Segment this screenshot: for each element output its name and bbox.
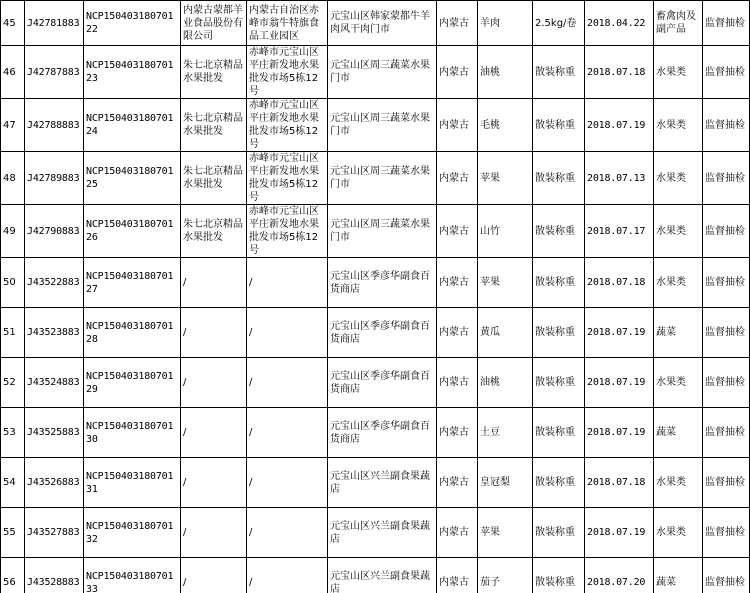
- producer-address-cell: /: [247, 308, 328, 358]
- specification-cell: 散装称重: [533, 358, 585, 408]
- row-number-cell: 54: [1, 458, 25, 508]
- producer-name-cell: /: [181, 258, 247, 308]
- specification-cell: 散装称重: [533, 508, 585, 558]
- food-category-cell: 水果类: [654, 358, 703, 408]
- seller-name-cell: 元宝山区周三蔬菜水果门市: [328, 46, 437, 99]
- row-number-cell: 48: [1, 152, 25, 205]
- specification-cell: 散装称重: [533, 152, 585, 205]
- table-row: [1, 308, 750, 358]
- table-row: [1, 258, 750, 308]
- seller-name-cell: 元宝山区周三蔬菜水果门市: [328, 205, 437, 258]
- sample-number-cell: NCP15040318070129: [84, 358, 181, 408]
- food-name-cell: 皇冠梨: [478, 458, 533, 508]
- producer-address-cell: 赤峰市元宝山区平庄新发地水果批发市场5栋12号: [247, 46, 328, 99]
- inspection-type-cell: 监督抽检: [703, 408, 750, 458]
- inspection-type-cell: 监督抽检: [703, 99, 750, 152]
- sample-number-cell: NCP15040318070127: [84, 258, 181, 308]
- seller-name-cell: 元宝山区季彦华副食百货商店: [328, 258, 437, 308]
- seller-province-cell: 内蒙古: [437, 1, 478, 46]
- production-date-cell: 2018.07.19: [585, 508, 654, 558]
- production-date-cell: 2018.07.20: [585, 558, 654, 593]
- seller-province-cell: 内蒙古: [437, 99, 478, 152]
- sample-number-cell: NCP15040318070123: [84, 46, 181, 99]
- specification-cell: 散装称重: [533, 258, 585, 308]
- producer-address-cell: 赤峰市元宝山区平庄新发地水果批发市场5栋12号: [247, 152, 328, 205]
- table-row: [1, 558, 750, 593]
- producer-address-cell: /: [247, 458, 328, 508]
- food-name-cell: 苹果: [478, 508, 533, 558]
- specification-cell: 2.5kg/卷: [533, 1, 585, 46]
- production-date-cell: 2018.07.19: [585, 358, 654, 408]
- inspection-type-cell: 监督抽检: [703, 308, 750, 358]
- seller-name-cell: 元宝山区季彦华副食百货商店: [328, 308, 437, 358]
- seller-province-cell: 内蒙古: [437, 258, 478, 308]
- producer-address-cell: /: [247, 508, 328, 558]
- producer-name-cell: 朱七北京精品水果批发: [181, 152, 247, 205]
- inspection-type-cell: 监督抽检: [703, 152, 750, 205]
- food-category-cell: 蔬菜: [654, 308, 703, 358]
- food-name-cell: 苹果: [478, 152, 533, 205]
- sample-code-cell: J42790883: [25, 205, 84, 258]
- specification-cell: 散装称重: [533, 458, 585, 508]
- table-row: [1, 458, 750, 508]
- seller-name-cell: 元宝山区兴兰副食果蔬店: [328, 558, 437, 593]
- sample-number-cell: NCP15040318070128: [84, 308, 181, 358]
- row-number-cell: 49: [1, 205, 25, 258]
- producer-name-cell: /: [181, 358, 247, 408]
- specification-cell: 散装称重: [533, 46, 585, 99]
- producer-address-cell: /: [247, 408, 328, 458]
- producer-name-cell: /: [181, 458, 247, 508]
- table-row: [1, 508, 750, 558]
- table-row: [1, 358, 750, 408]
- food-category-cell: 畜禽肉及副产品: [654, 1, 703, 46]
- sample-code-cell: J43522883: [25, 258, 84, 308]
- row-number-cell: 47: [1, 99, 25, 152]
- sample-code-cell: J42788883: [25, 99, 84, 152]
- production-date-cell: 2018.07.18: [585, 458, 654, 508]
- food-name-cell: 油桃: [478, 46, 533, 99]
- producer-name-cell: /: [181, 408, 247, 458]
- food-name-cell: 山竹: [478, 205, 533, 258]
- sample-number-cell: NCP15040318070132: [84, 508, 181, 558]
- food-name-cell: 毛桃: [478, 99, 533, 152]
- sample-number-cell: NCP15040318070131: [84, 458, 181, 508]
- inspection-type-cell: 监督抽检: [703, 205, 750, 258]
- food-name-cell: 茄子: [478, 558, 533, 593]
- food-category-cell: 蔬菜: [654, 408, 703, 458]
- table-row: [1, 46, 750, 99]
- table-row: [1, 1, 750, 46]
- producer-address-cell: /: [247, 358, 328, 408]
- row-number-cell: 53: [1, 408, 25, 458]
- sample-number-cell: NCP15040318070124: [84, 99, 181, 152]
- food-category-cell: 水果类: [654, 152, 703, 205]
- sample-number-cell: NCP15040318070122: [84, 1, 181, 46]
- row-number-cell: 46: [1, 46, 25, 99]
- sample-number-cell: NCP15040318070126: [84, 205, 181, 258]
- seller-name-cell: 元宝山区周三蔬菜水果门市: [328, 152, 437, 205]
- sample-number-cell: NCP15040318070133: [84, 558, 181, 593]
- row-number-cell: 55: [1, 508, 25, 558]
- specification-cell: 散装称重: [533, 99, 585, 152]
- sample-code-cell: J42787883: [25, 46, 84, 99]
- table-row: [1, 99, 750, 152]
- specification-cell: 散装称重: [533, 308, 585, 358]
- table-row: [1, 152, 750, 205]
- food-category-cell: 水果类: [654, 458, 703, 508]
- food-name-cell: 黄瓜: [478, 308, 533, 358]
- seller-province-cell: 内蒙古: [437, 558, 478, 593]
- inspection-type-cell: 监督抽检: [703, 458, 750, 508]
- sample-code-cell: J43526883: [25, 458, 84, 508]
- production-date-cell: 2018.07.19: [585, 99, 654, 152]
- seller-province-cell: 内蒙古: [437, 458, 478, 508]
- seller-name-cell: 元宝山区季彦华副食百货商店: [328, 358, 437, 408]
- producer-address-cell: 赤峰市元宝山区平庄新发地水果批发市场5栋12号: [247, 205, 328, 258]
- food-name-cell: 羊肉: [478, 1, 533, 46]
- food-category-cell: 水果类: [654, 99, 703, 152]
- food-name-cell: 油桃: [478, 358, 533, 408]
- producer-name-cell: /: [181, 558, 247, 593]
- sample-code-cell: J43525883: [25, 408, 84, 458]
- producer-address-cell: /: [247, 258, 328, 308]
- row-number-cell: 51: [1, 308, 25, 358]
- inspection-type-cell: 监督抽检: [703, 558, 750, 593]
- production-date-cell: 2018.07.18: [585, 258, 654, 308]
- seller-name-cell: 元宝山区兴兰副食果蔬店: [328, 458, 437, 508]
- row-number-cell: 45: [1, 1, 25, 46]
- seller-province-cell: 内蒙古: [437, 508, 478, 558]
- food-name-cell: 苹果: [478, 258, 533, 308]
- inspection-type-cell: 监督抽检: [703, 46, 750, 99]
- production-date-cell: 2018.07.19: [585, 308, 654, 358]
- inspection-type-cell: 监督抽检: [703, 258, 750, 308]
- food-category-cell: 水果类: [654, 46, 703, 99]
- seller-province-cell: 内蒙古: [437, 152, 478, 205]
- seller-province-cell: 内蒙古: [437, 358, 478, 408]
- inspection-type-cell: 监督抽检: [703, 508, 750, 558]
- producer-address-cell: 赤峰市元宝山区平庄新发地水果批发市场5栋12号: [247, 99, 328, 152]
- row-number-cell: 56: [1, 558, 25, 593]
- food-category-cell: 水果类: [654, 508, 703, 558]
- inspection-type-cell: 监督抽检: [703, 1, 750, 46]
- producer-name-cell: 朱七北京精品水果批发: [181, 99, 247, 152]
- row-number-cell: 52: [1, 358, 25, 408]
- table-body: [1, 1, 750, 593]
- sample-number-cell: NCP15040318070130: [84, 408, 181, 458]
- producer-name-cell: 朱七北京精品水果批发: [181, 46, 247, 99]
- producer-name-cell: /: [181, 508, 247, 558]
- production-date-cell: 2018.07.17: [585, 205, 654, 258]
- food-category-cell: 水果类: [654, 205, 703, 258]
- specification-cell: 散装称重: [533, 408, 585, 458]
- food-category-cell: 蔬菜: [654, 558, 703, 593]
- sample-code-cell: J43524883: [25, 358, 84, 408]
- seller-name-cell: 元宝山区周三蔬菜水果门市: [328, 99, 437, 152]
- sample-number-cell: NCP15040318070125: [84, 152, 181, 205]
- seller-name-cell: 元宝山区韩家蒙都牛羊肉风干肉门市: [328, 1, 437, 46]
- food-category-cell: 水果类: [654, 258, 703, 308]
- producer-name-cell: 朱七北京精品水果批发: [181, 205, 247, 258]
- food-name-cell: 土豆: [478, 408, 533, 458]
- sample-code-cell: J43527883: [25, 508, 84, 558]
- producer-name-cell: 内蒙古蒙都羊业食品股份有限公司: [181, 1, 247, 46]
- production-date-cell: 2018.07.19: [585, 408, 654, 458]
- producer-address-cell: 内蒙古自治区赤峰市翁牛特旗食品工业园区: [247, 1, 328, 46]
- production-date-cell: 2018.07.13: [585, 152, 654, 205]
- sample-code-cell: J42781883: [25, 1, 84, 46]
- sample-code-cell: J43528883: [25, 558, 84, 593]
- seller-name-cell: 元宝山区兴兰副食果蔬店: [328, 508, 437, 558]
- production-date-cell: 2018.07.18: [585, 46, 654, 99]
- specification-cell: 散装称重: [533, 558, 585, 593]
- seller-name-cell: 元宝山区季彦华副食百货商店: [328, 408, 437, 458]
- table-row: [1, 205, 750, 258]
- table-row: [1, 408, 750, 458]
- seller-province-cell: 内蒙古: [437, 308, 478, 358]
- row-number-cell: 50: [1, 258, 25, 308]
- specification-cell: 散装称重: [533, 205, 585, 258]
- seller-province-cell: 内蒙古: [437, 408, 478, 458]
- seller-province-cell: 内蒙古: [437, 46, 478, 99]
- producer-name-cell: /: [181, 308, 247, 358]
- seller-province-cell: 内蒙古: [437, 205, 478, 258]
- production-date-cell: 2018.04.22: [585, 1, 654, 46]
- sample-code-cell: J43523883: [25, 308, 84, 358]
- sample-code-cell: J42789883: [25, 152, 84, 205]
- inspection-type-cell: 监督抽检: [703, 358, 750, 408]
- producer-address-cell: /: [247, 558, 328, 593]
